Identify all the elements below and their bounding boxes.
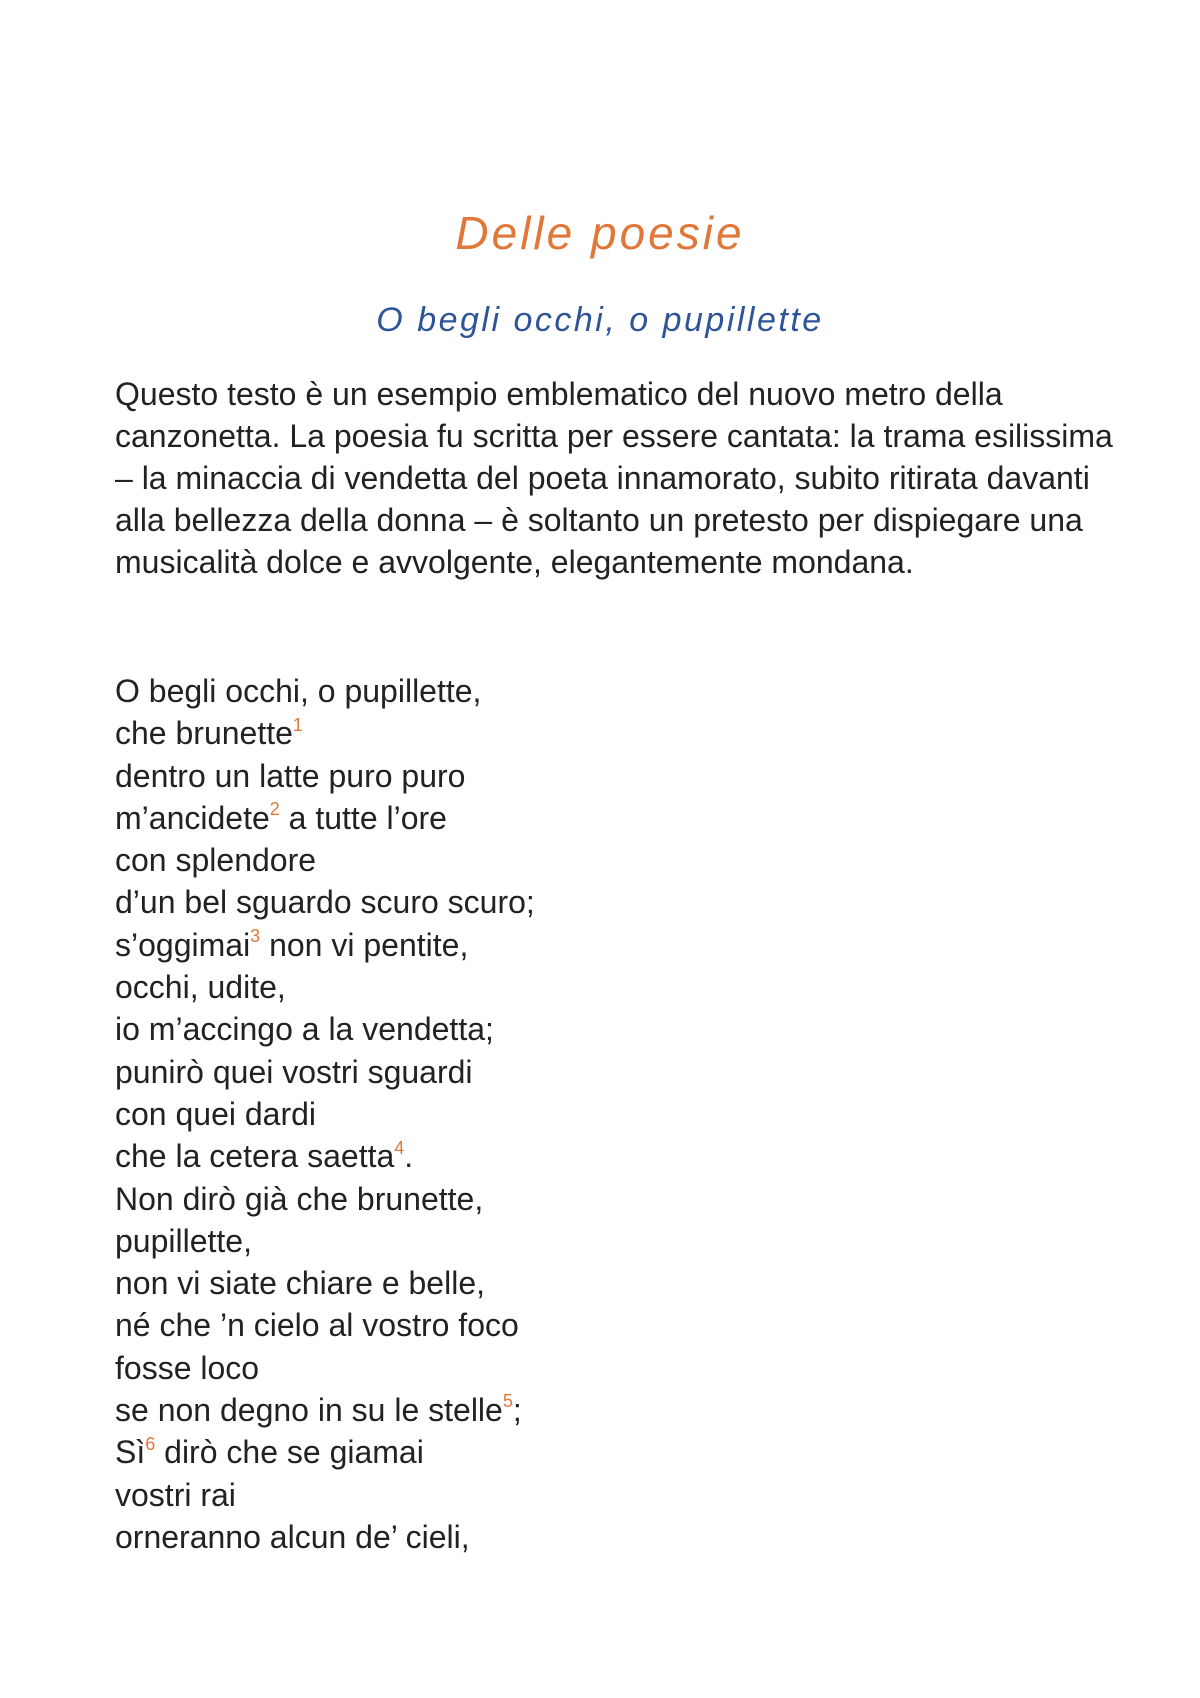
poem-line xyxy=(115,1516,1015,1558)
poem-line xyxy=(115,1051,1015,1093)
poem-line-rest: dirò che se giamai xyxy=(155,1434,424,1471)
poem-line xyxy=(115,1135,1015,1177)
poem-line xyxy=(115,1220,1015,1262)
poem-line xyxy=(115,1262,1015,1304)
poem-line xyxy=(115,839,1015,881)
poem-line xyxy=(115,797,1015,839)
poem-line xyxy=(115,1304,1015,1346)
poem-line-text: con quei dardi xyxy=(115,1095,317,1132)
poem-line-rest: non vi pentite, xyxy=(260,926,469,963)
poem-line xyxy=(115,712,1015,754)
poem-line xyxy=(115,1389,1015,1431)
poem-line-text: occhi, udite, xyxy=(115,969,286,1006)
footnote-marker: 1 xyxy=(292,714,303,735)
poem-line-text: Non dirò già che brunette, xyxy=(115,1180,484,1217)
poem-line-text: m’ancidete xyxy=(115,799,270,836)
footnote-marker: 5 xyxy=(502,1391,513,1412)
poem-line xyxy=(115,755,1015,797)
poem-line-text: pupillette, xyxy=(115,1222,252,1259)
poem-line-text: O begli occhi, o pupillette, xyxy=(115,673,482,709)
poem-line-rest: ; xyxy=(512,1392,522,1429)
poem-line xyxy=(115,1347,1015,1389)
poem-line-rest: . xyxy=(404,1138,414,1175)
poem-line xyxy=(115,1431,1015,1473)
poem-line-text: non vi siate chiare e belle, xyxy=(115,1265,485,1302)
poem-line-rest: a tutte l’ore xyxy=(279,799,447,836)
page-title: Delle poesie xyxy=(455,207,745,259)
poem-line xyxy=(115,1093,1015,1135)
poem-line-text: che la cetera saetta xyxy=(115,1138,395,1175)
poem-line-text: Sì xyxy=(115,1434,146,1471)
poem-line xyxy=(115,670,1015,712)
footnote-marker: 2 xyxy=(269,799,280,820)
footnote-marker: 4 xyxy=(394,1137,405,1158)
poem-line-text: fosse loco xyxy=(115,1349,260,1386)
poem-line-text: punirò quei vostri sguardi xyxy=(115,1053,473,1090)
poem-line-text: che brunette xyxy=(115,715,293,752)
poem-line-text: né che ’n cielo al vostro foco xyxy=(115,1307,519,1344)
intro-paragraph: Questo testo è un esempio emblematico del nuovo metro della canzonetta. La poesia fu scritta per essere cantata: la trama esilissima – la minaccia di vendetta del poeta innamorato, subito ritirata davanti alla bellezza della donna – è soltanto un pretesto per dispiegare una musicalità dolce e avvolgente, elegantemente mondana. xyxy=(115,376,1113,580)
poem-line-text: s’oggimai xyxy=(115,926,251,963)
poem-line xyxy=(115,924,1015,966)
poem-line-text: con splendore xyxy=(115,842,317,879)
poem-line xyxy=(115,1008,1015,1050)
poem-title: O begli occhi, o pupillette xyxy=(376,301,824,339)
poem-line-text: orneranno alcun de’ cieli, xyxy=(115,1518,470,1555)
poem-line xyxy=(115,1178,1015,1220)
poem-line-text: dentro un latte puro puro xyxy=(115,757,466,794)
poem-verses xyxy=(115,670,1015,1558)
footnote-marker: 6 xyxy=(145,1433,156,1454)
poem-line-text: d’un bel sguardo scuro scuro; xyxy=(115,884,535,921)
poem-line-text: se non degno in su le stelle xyxy=(115,1392,503,1429)
footnote-marker: 3 xyxy=(250,926,261,947)
poem-line-text: io m’accingo a la vendetta; xyxy=(115,1011,494,1048)
poem-line-text: vostri rai xyxy=(115,1476,236,1513)
poem-line xyxy=(115,1474,1015,1516)
poem-line xyxy=(115,966,1015,1008)
poem-line xyxy=(115,881,1015,923)
